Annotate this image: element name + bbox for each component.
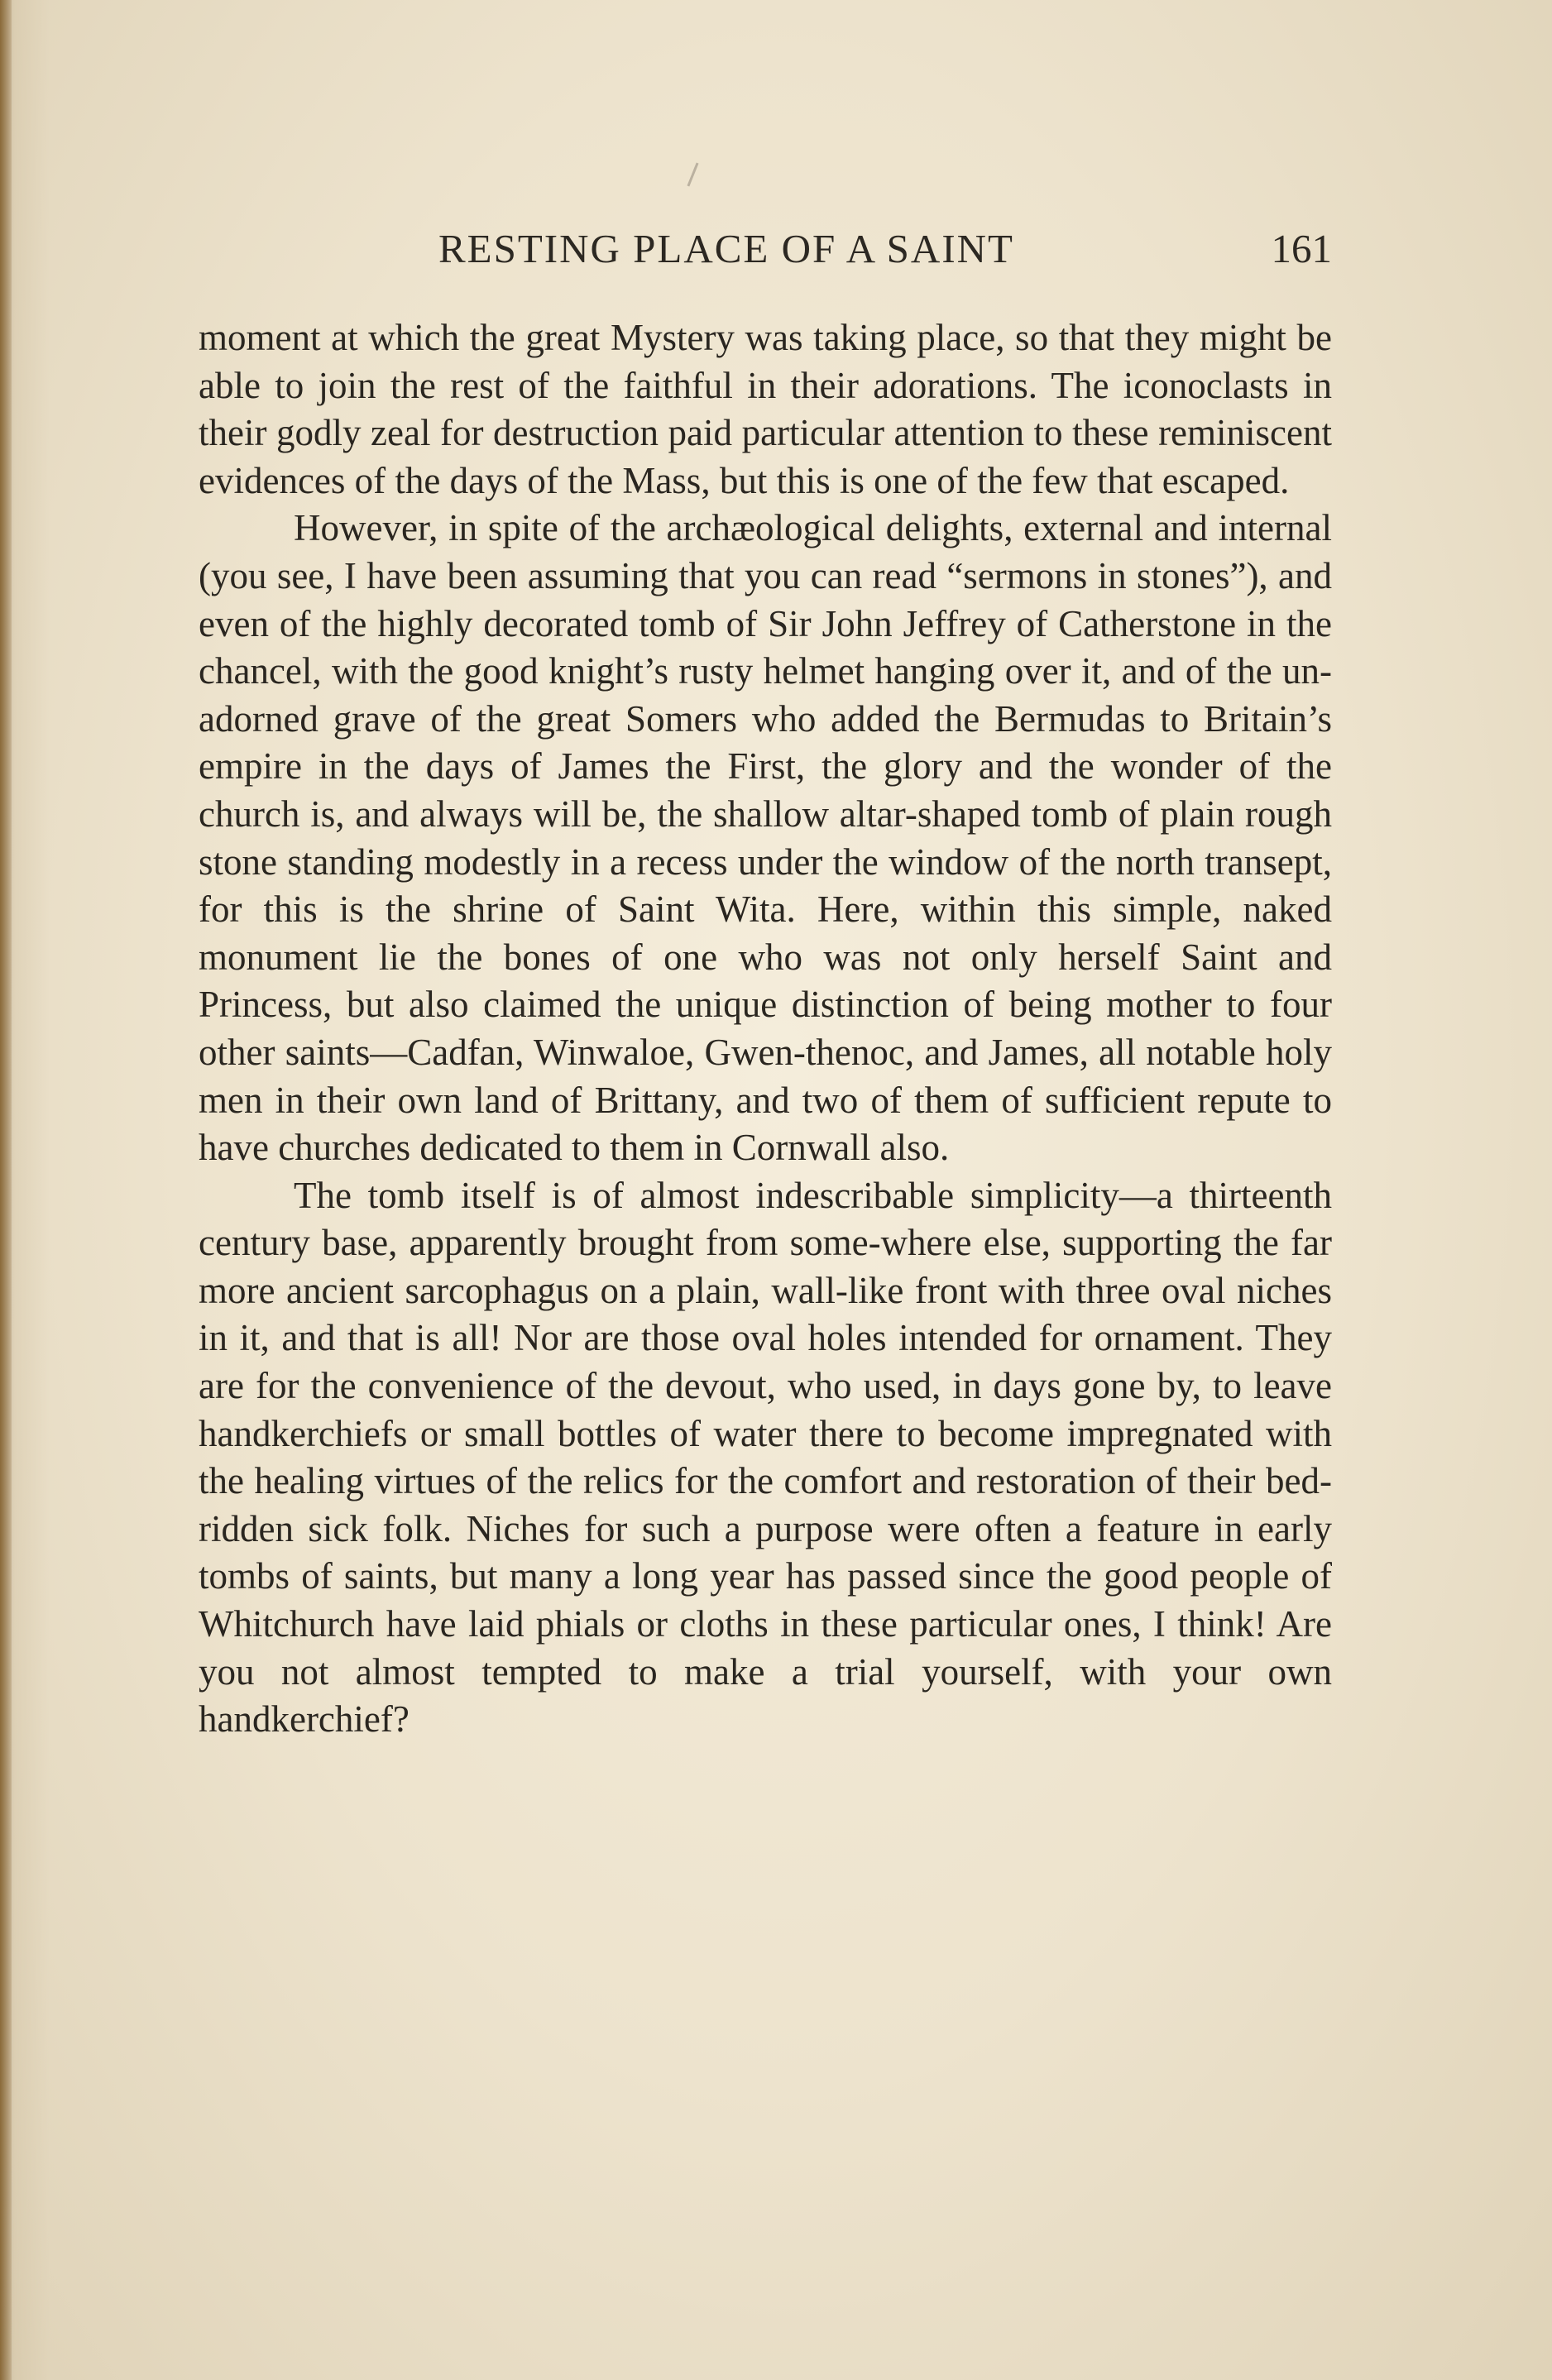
pencil-mark [687, 163, 698, 187]
paragraph-continuation: moment at which the great Mystery was taking place, so that they might be able to join the rest of the faithful in their adorations. The iconoclasts in their godly zeal for destruction paid particular attention to these reminiscent evidences of the days of the Mass, but this is one of the few that escaped. [199, 317, 1332, 501]
page-number: 161 [1271, 226, 1332, 271]
paragraph-tomb-description: The tomb itself is of almost indescribable simplicity—a thirteenth century base, apparently brought from some-where else, supporting the far more ancient sarcophagus on a plain, wall-like front with three oval niches in it, and that is all! Nor are those oval holes intended for ornament. They are for the convenience of the devout, who used, in days gone by, to leave handkerchiefs or small bottles of water there to become impregnated with the healing virtues of the relics for the comfort and restoration of their bed-ridden sick folk. Niches for such a purpose were often a feature in early tombs of saints, but many a long year has passed since the good people of Whitchurch have laid phials or cloths in these particular ones, I think! Are you not almost tempted to make a trial yourself, with your own handkerchief? [199, 1174, 1332, 1741]
body-text [199, 314, 1332, 1744]
running-head [199, 225, 1332, 283]
running-title: RESTING PLACE OF A SAINT [438, 226, 1014, 271]
spine-shadow [0, 0, 12, 2380]
paragraph-saint-wita-shrine: However, in spite of the archæological delights, external and internal (you see, I have been assuming that you can read “sermons in stones”), and even of the highly decorated tomb of Sir John Jeffrey of Catherstone in the chancel, with the good knight’s rusty helmet hanging over it, and of the un-adorned grave of the great Somers who added the Bermudas to Britain’s empire in the days of James the First, the glory and the wonder of the church is, and always will be, the shallow altar-shaped tomb of plain rough stone standing modestly in a recess under the window of the north transept, for this is the shrine of Saint Wita. Here, within this simple, naked monument lie the bones of one who was not only herself Saint and Princess, but also claimed the unique distinction of being mother to four other saints—Cadfan, Winwaloe, Gwen-thenoc, and James, all notable holy men in their own land of Brittany, and two of them of sufficient repute to have churches dedicated to them in Cornwall also. [199, 507, 1332, 1169]
